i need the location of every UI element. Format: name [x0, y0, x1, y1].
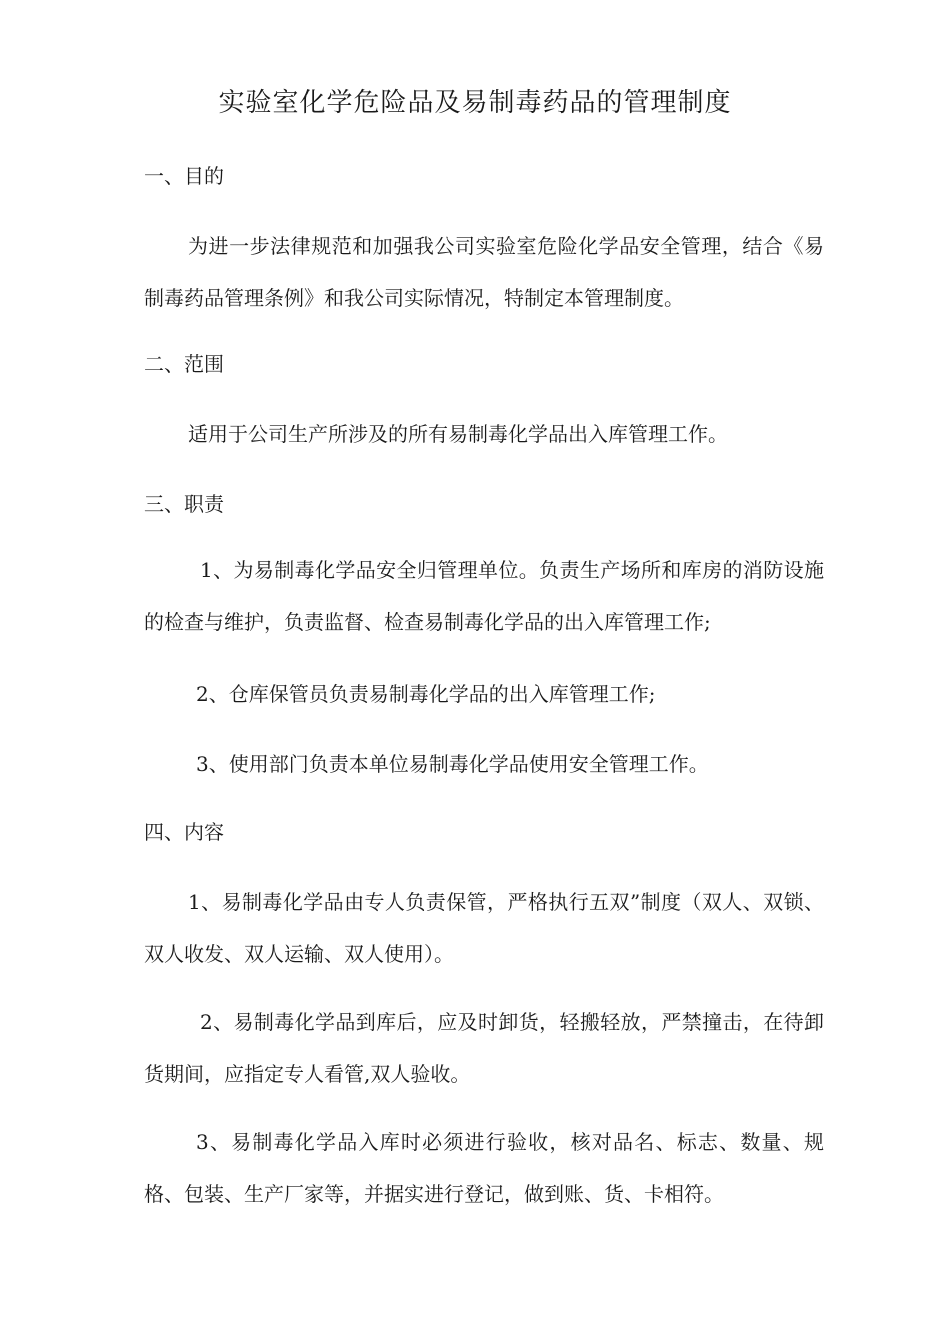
content-item-1: 1、易制毒化学品由专人负责保管，严格执行五双”制度（双人、双锁、双人收发、双人运输、双人使用）。 — [144, 890, 824, 966]
responsibility-item-2: 2、仓库保管员负责易制毒化学品的出入库管理工作; — [196, 682, 656, 706]
section-scope-paragraph: 适用于公司生产所涉及的所有易制毒化学品出入库管理工作。 — [188, 422, 728, 446]
section-heading-responsibilities: 三、职责 — [144, 492, 224, 516]
responsibility-item-1: 1、为易制毒化学品安全归管理单位。负责生产场所和库房的消防设施的检查与维护，负责监督、检查易制毒化学品的出入库管理工作; — [144, 558, 824, 634]
content-item-3: 3、易制毒化学品入库时必须进行验收，核对品名、标志、数量、规格、包装、生产厂家等，并据实进行登记，做到账、货、卡相符。 — [144, 1130, 824, 1206]
responsibility-item-3: 3、使用部门负责本单位易制毒化学品使用安全管理工作。 — [196, 752, 709, 776]
section-purpose-paragraph: 为进一步法律规范和加强我公司实验室危险化学品安全管理，结合《易制毒药品管理条例》和我公司实际情况，特制定本管理制度。 — [144, 234, 824, 310]
section-heading-purpose: 一、目的 — [144, 164, 224, 188]
section-heading-scope: 二、范围 — [144, 352, 224, 376]
content-item-2: 2、易制毒化学品到库后，应及时卸货，轻搬轻放，严禁撞击，在待卸货期间，应指定专人看管,双人验收。 — [144, 1010, 824, 1086]
section-heading-content: 四、内容 — [144, 820, 224, 844]
document-title: 实验室化学危险品及易制毒药品的管理制度 — [218, 88, 732, 118]
